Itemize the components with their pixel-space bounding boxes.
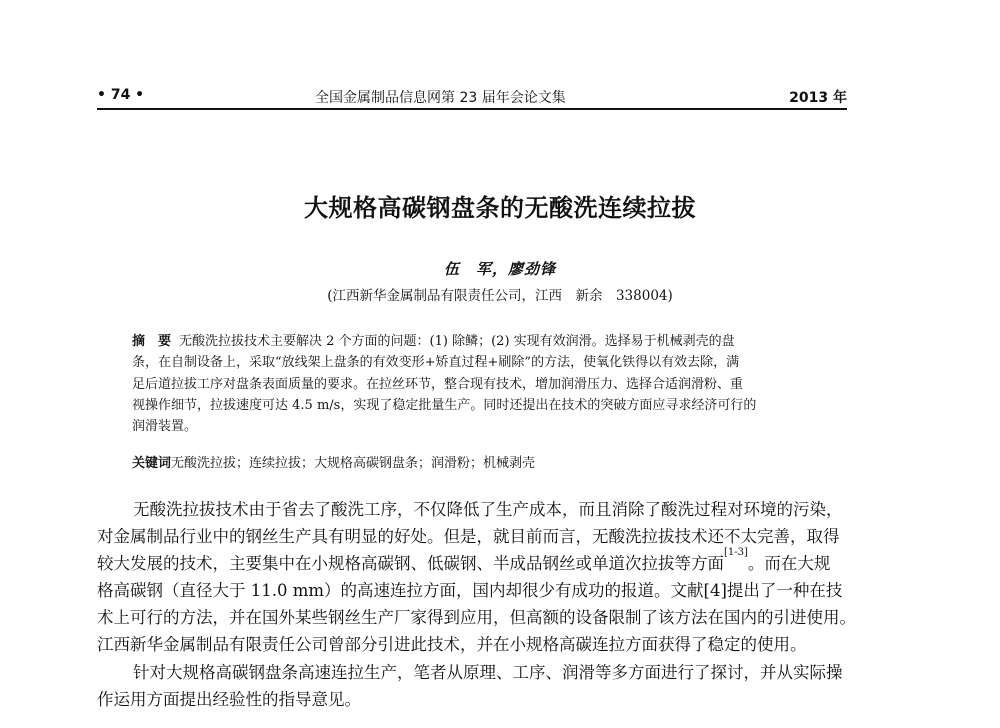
paragraph-line: 无酸洗拉拔技术由于省去了酸洗工序，不仅降低了生产成本，而且消除了酸洗过程对环境的污染， (133, 500, 843, 519)
paragraph-line: 格高碳钢（直径大于 11.0 mm）的高速连拉方面，国内却很少有成功的报道。文献[4]提出了一种在技 (97, 581, 843, 601)
paragraph-line: 作运用方面提出经验性的指导意见。 (97, 689, 361, 709)
abstract-text: 无酸洗拉拔技术主要解决 2 个方面的问题：(1) 除鳞；(2) 实现有效润滑。选择易于机械剥壳的盘 (179, 334, 735, 349)
paragraph-line: 较大发展的技术，主要集中在小规格高碳钢、低碳钢、半成品钢丝或单道次拉拔等方面[1-3]。而在大规 (97, 547, 831, 574)
authors: 伍 军，廖劲锋 (443, 260, 556, 278)
paragraph-line: 江西新华金属制品有限责任公司曾部分引进此技术，并在小规格高碳连拉方面获得了稳定的使用。 (97, 635, 807, 655)
header-rule (97, 108, 847, 110)
abstract-line: 视操作细节，拉拔速度可达 4.5 m/s，实现了稳定批量生产。同时还提出在技术的突破方面应寻求经济可行的 (132, 397, 757, 413)
affiliation: (江西新华金属制品有限责任公司，江西 新余 338004) (327, 288, 673, 304)
keywords-label: 关键词 (132, 456, 172, 471)
body-text (97, 496, 887, 713)
abstract-line: 条，在自制设备上，采取“放线架上盘条的有效变形+矫直过程+刷除”的方法，使氧化铁得以有效去除，满 (132, 355, 740, 371)
paragraph-line: 对金属制品行业中的钢丝生产具有明显的好处。但是，就目前而言，无酸洗拉拔技术还不太完善，取得 (97, 527, 840, 547)
journal-title: 全国金属制品信息网第 23 届年会论文集 (315, 90, 566, 106)
paragraph-line: 术上可行的方法，并在国外某些钢丝生产厂家得到应用，但高额的设备限制了该方法在国内的引进使用。 (97, 608, 856, 628)
abstract-line: 润滑装置。 (132, 419, 198, 435)
abstract-label: 摘 要 (132, 334, 172, 349)
abstract-line (132, 331, 860, 352)
keywords-text: 无酸洗拉拔；连续拉拔；大规格高碳钢盘条；润滑粉；机械剥壳 (171, 456, 536, 471)
abstract (132, 331, 860, 437)
keywords (132, 452, 535, 471)
paragraph-line: 针对大规格高碳钢盘条高速连拉生产，笔者从原理、工序、润滑等多方面进行了探讨，并从实际操 (133, 662, 843, 682)
paper-title: 大规格高碳钢盘条的无酸洗连续拉拔 (304, 194, 696, 222)
citation-ref: [1-3] (724, 547, 748, 559)
page-number: • 74 • (97, 87, 145, 103)
abstract-line: 足后道拉拔工序对盘条表面质量的要求。在拉丝环节，整合现有技术，增加润滑压力、选择合适润滑粉、重 (132, 376, 744, 392)
running-header (97, 84, 847, 108)
publication-year: 2013 年 (789, 90, 847, 106)
